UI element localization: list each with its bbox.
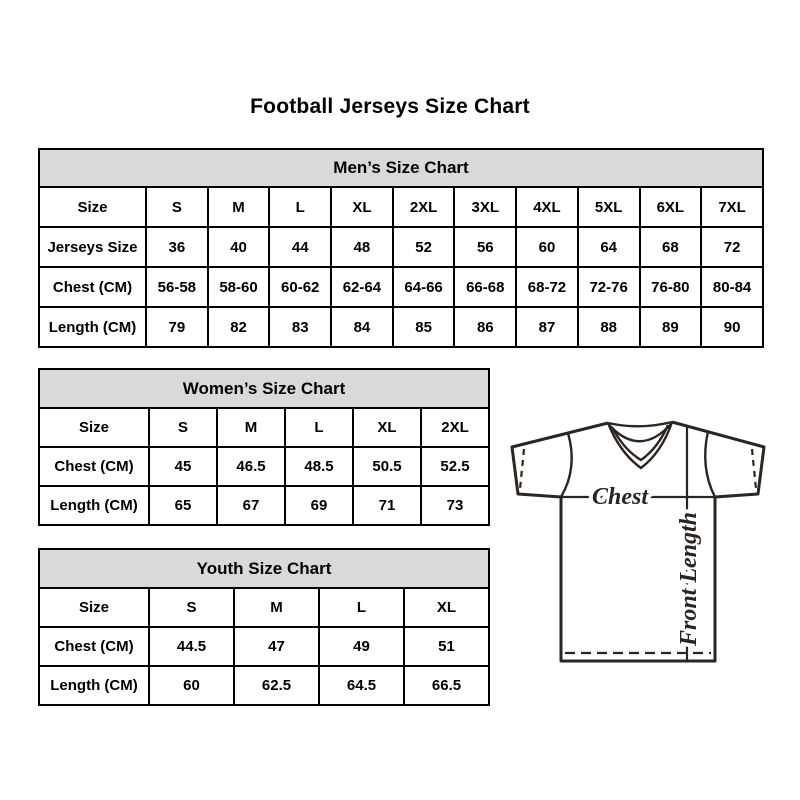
cell-value: 66.5 (404, 666, 489, 705)
table-row (39, 307, 763, 347)
cell-value: M (234, 588, 319, 627)
cell-value: 66-68 (454, 267, 516, 307)
cell-value: 2XL (421, 408, 489, 447)
cell-value: XL (404, 588, 489, 627)
cell-value: 68-72 (516, 267, 578, 307)
cell-value: 71 (353, 486, 421, 525)
table-row (39, 267, 763, 307)
cell-value: 82 (208, 307, 270, 347)
cell-value: 67 (217, 486, 285, 525)
cell-value: 72 (701, 227, 763, 267)
cell-value: 60-62 (269, 267, 331, 307)
row-label: Size (39, 588, 149, 627)
chest-label: Chest (591, 484, 649, 510)
cell-value: 88 (578, 307, 640, 347)
row-label: Length (CM) (39, 307, 146, 347)
cell-value: 49 (319, 627, 404, 666)
cell-value: M (208, 187, 270, 227)
row-label: Size (39, 408, 149, 447)
jersey-measurement-diagram (504, 408, 770, 666)
cell-value: 47 (234, 627, 319, 666)
cell-value: XL (353, 408, 421, 447)
page-title: Football Jerseys Size Chart (250, 95, 530, 118)
cell-value: 62.5 (234, 666, 319, 705)
cell-value: 50.5 (353, 447, 421, 486)
cell-value: 52.5 (421, 447, 489, 486)
cell-value: 90 (701, 307, 763, 347)
cell-value: 64 (578, 227, 640, 267)
table-row (39, 588, 489, 627)
table-header-row (39, 149, 763, 187)
cell-value: 56-58 (146, 267, 208, 307)
collar-v-inner (612, 425, 668, 460)
cell-value: 60 (149, 666, 234, 705)
womens-size-table (38, 368, 490, 526)
mens-size-table (38, 148, 764, 348)
cell-value: S (146, 187, 208, 227)
row-label: Jerseys Size (39, 227, 146, 267)
cell-value: 4XL (516, 187, 578, 227)
youth-size-chart-section (38, 548, 490, 706)
collar-back-line (608, 422, 672, 426)
cell-value: 46.5 (217, 447, 285, 486)
cell-value: 64.5 (319, 666, 404, 705)
table-title: Men’s Size Chart (39, 149, 763, 187)
mens-size-chart-section (38, 148, 764, 348)
left-cuff-dash (520, 449, 524, 489)
collar-v-outer (608, 422, 672, 468)
row-label: Chest (CM) (39, 267, 146, 307)
cell-value: S (149, 408, 217, 447)
cell-value: 40 (208, 227, 270, 267)
cell-value: L (319, 588, 404, 627)
cell-value: 3XL (454, 187, 516, 227)
cell-value: 44 (269, 227, 331, 267)
cell-value: L (285, 408, 353, 447)
table-row (39, 408, 489, 447)
front-length-label: Front Length (676, 511, 702, 647)
cell-value: 48 (331, 227, 393, 267)
table-title: Women’s Size Chart (39, 369, 489, 408)
right-armhole-seam (705, 431, 715, 497)
cell-value: 79 (146, 307, 208, 347)
row-label: Length (CM) (39, 486, 149, 525)
cell-value: 72-76 (578, 267, 640, 307)
cell-value: 62-64 (331, 267, 393, 307)
cell-value: XL (331, 187, 393, 227)
table-row (39, 187, 763, 227)
cell-value: 56 (454, 227, 516, 267)
cell-value: 60 (516, 227, 578, 267)
cell-value: 6XL (640, 187, 702, 227)
cell-value: 51 (404, 627, 489, 666)
table-header-row (39, 549, 489, 588)
row-label: Chest (CM) (39, 447, 149, 486)
cell-value: 68 (640, 227, 702, 267)
cell-value: 45 (149, 447, 217, 486)
womens-size-chart-section (38, 368, 490, 526)
cell-value: 64-66 (393, 267, 455, 307)
cell-value: 65 (149, 486, 217, 525)
cell-value: 52 (393, 227, 455, 267)
table-row (39, 486, 489, 525)
right-cuff-dash (752, 449, 756, 489)
row-label: Length (CM) (39, 666, 149, 705)
table-row (39, 447, 489, 486)
table-row (39, 666, 489, 705)
cell-value: 85 (393, 307, 455, 347)
cell-value: S (149, 588, 234, 627)
cell-value: 58-60 (208, 267, 270, 307)
cell-value: 80-84 (701, 267, 763, 307)
table-header-row (39, 369, 489, 408)
youth-size-table (38, 548, 490, 706)
row-label: Size (39, 187, 146, 227)
cell-value: 36 (146, 227, 208, 267)
cell-value: 83 (269, 307, 331, 347)
table-row (39, 227, 763, 267)
cell-value: L (269, 187, 331, 227)
left-armhole-seam (561, 433, 572, 497)
cell-value: 89 (640, 307, 702, 347)
table-row (39, 627, 489, 666)
cell-value: M (217, 408, 285, 447)
cell-value: 48.5 (285, 447, 353, 486)
cell-value: 87 (516, 307, 578, 347)
cell-value: 2XL (393, 187, 455, 227)
cell-value: 7XL (701, 187, 763, 227)
cell-value: 86 (454, 307, 516, 347)
cell-value: 84 (331, 307, 393, 347)
row-label: Chest (CM) (39, 627, 149, 666)
cell-value: 69 (285, 486, 353, 525)
cell-value: 73 (421, 486, 489, 525)
table-title: Youth Size Chart (39, 549, 489, 588)
cell-value: 5XL (578, 187, 640, 227)
cell-value: 44.5 (149, 627, 234, 666)
cell-value: 76-80 (640, 267, 702, 307)
